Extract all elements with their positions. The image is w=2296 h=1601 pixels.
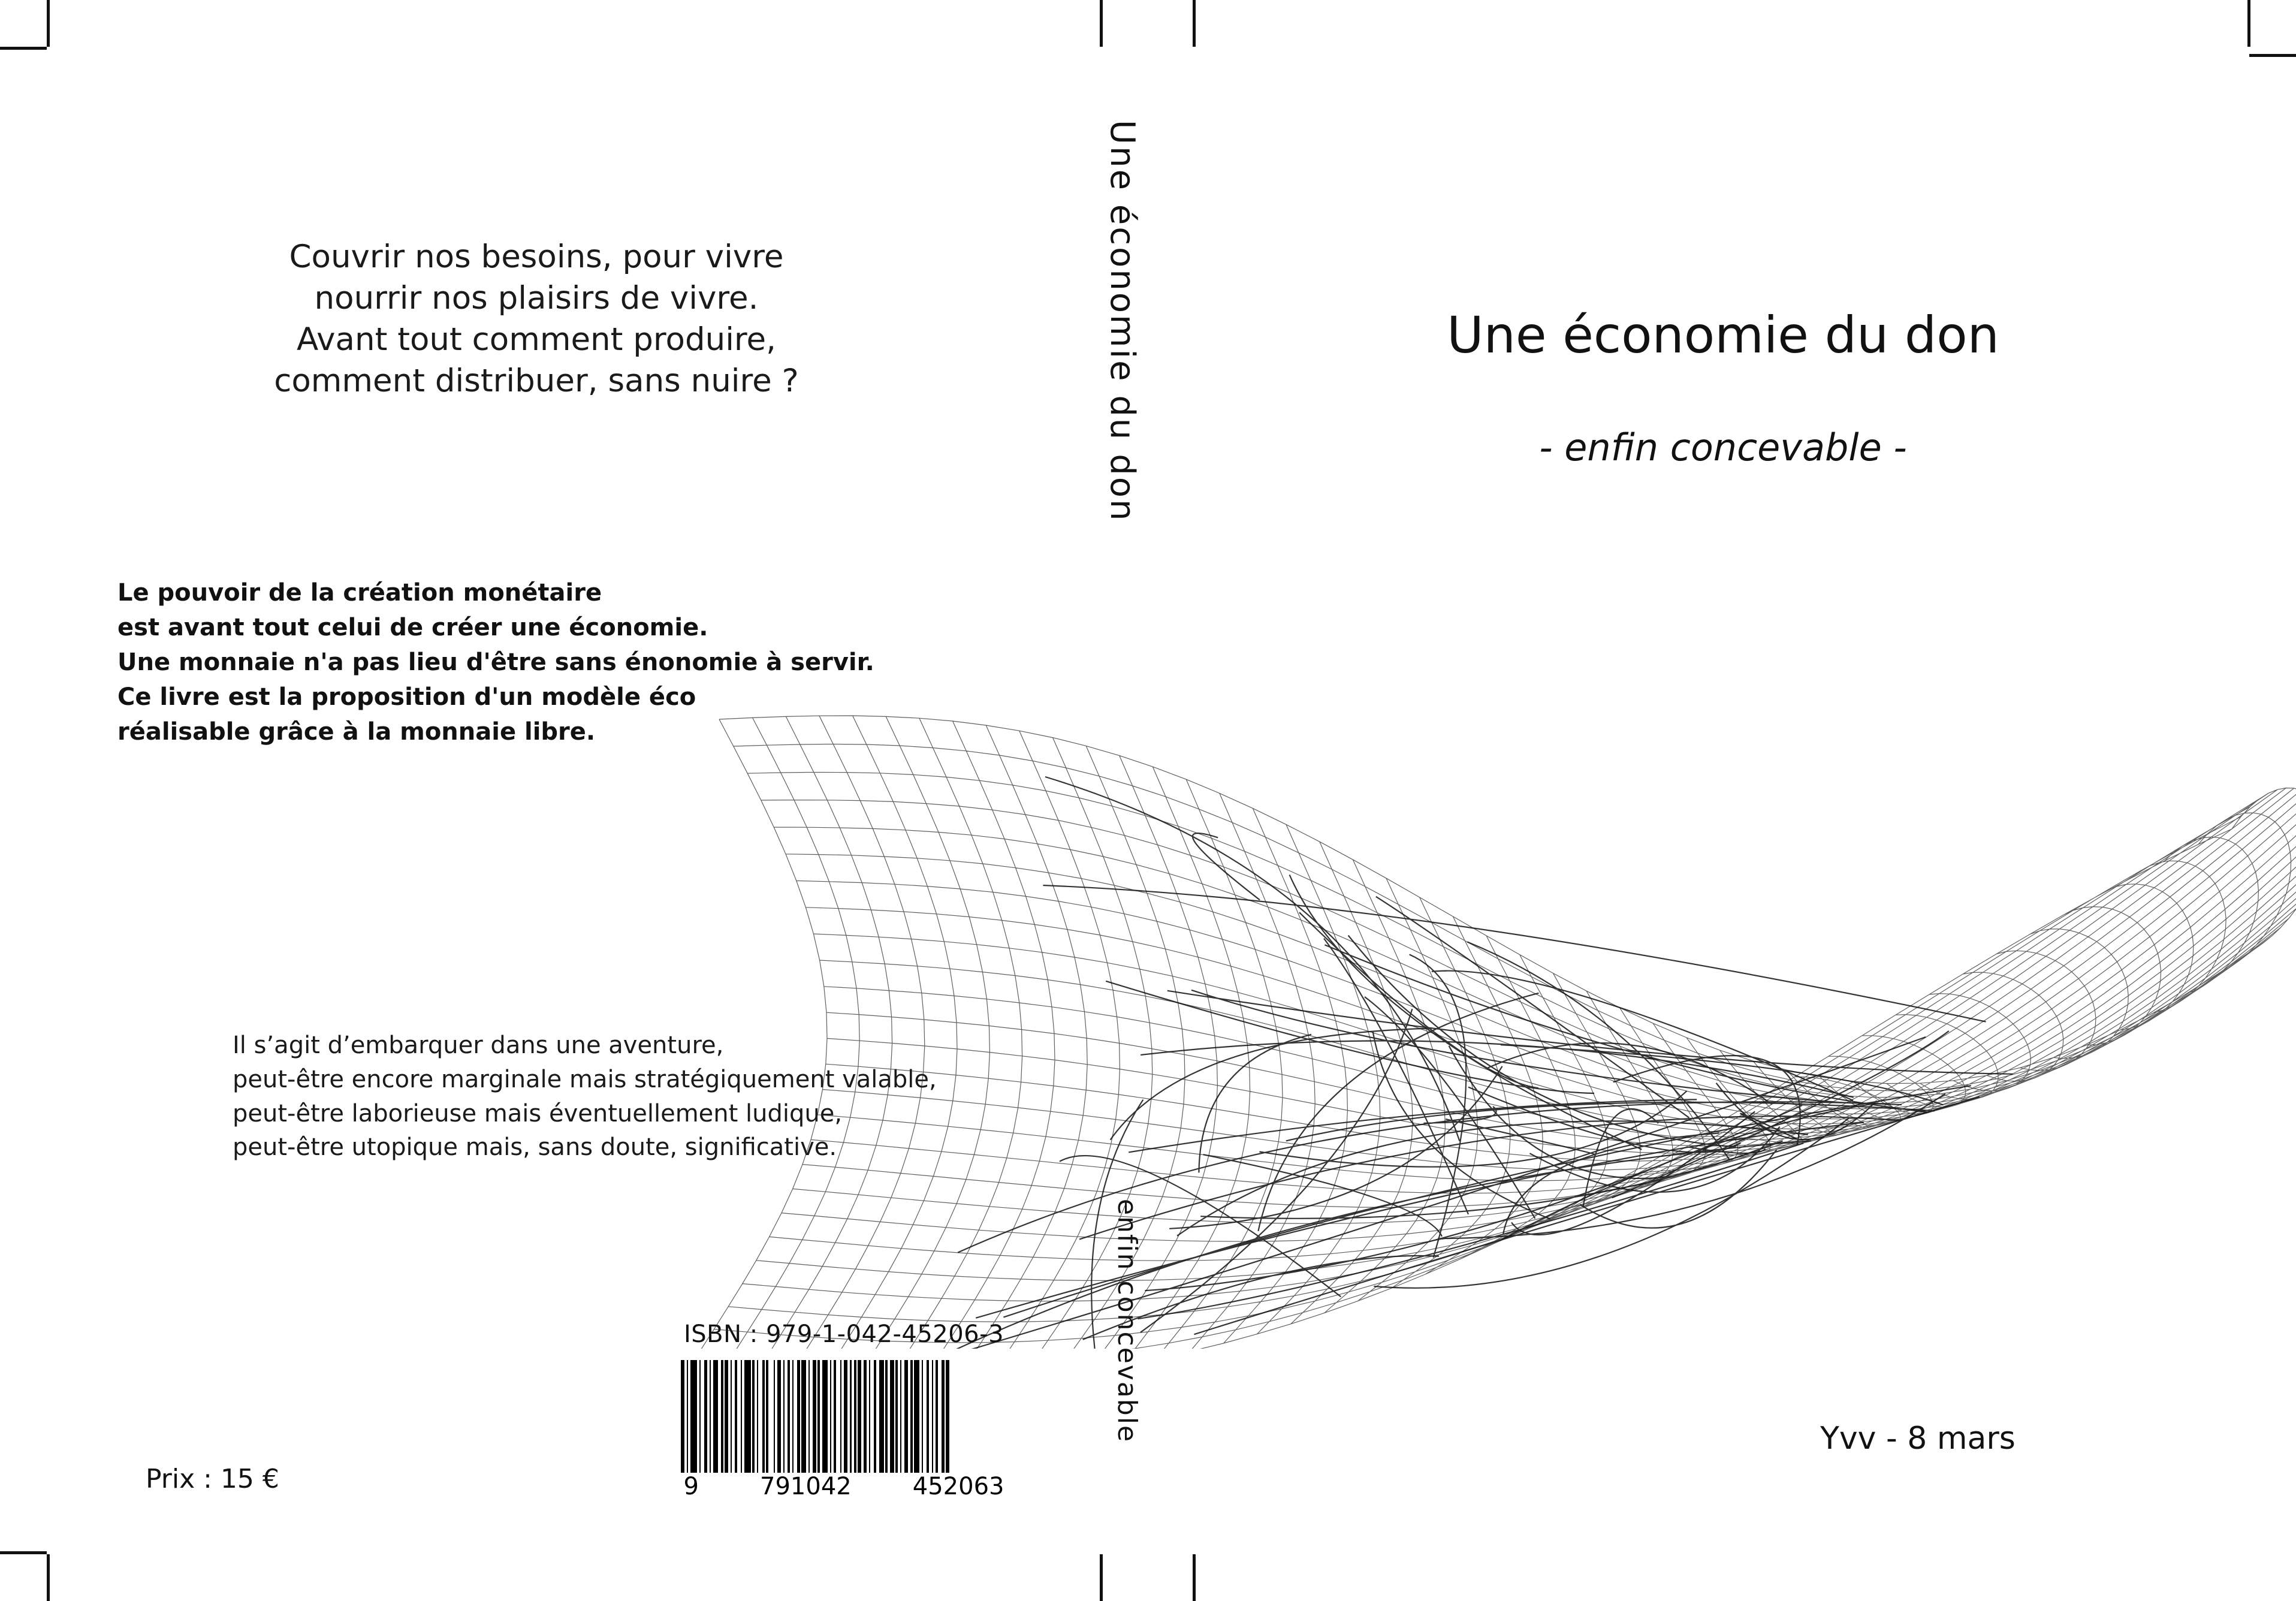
front-cover-title: Une économie du don xyxy=(1447,306,1999,364)
tagline-line-1: Couvrir nos besoins, pour vivre xyxy=(289,239,784,275)
back-cover-tagline xyxy=(228,237,845,402)
tagline-line-4: comment distribuer, sans nuire ? xyxy=(274,362,799,399)
tagline-line-2: nourrir nos plaisirs de vivre. xyxy=(314,279,759,316)
blurb-bold-line-1: Le pouvoir de la création monétaire xyxy=(117,579,602,607)
isbn-block xyxy=(664,1320,1024,1500)
spine-title: Une économie du don xyxy=(1103,120,1142,523)
crop-mark-bottom-spine-right xyxy=(1193,1554,1196,1601)
isbn-text: ISBN : 979-1-042-45206-3 xyxy=(683,1320,1004,1348)
blurb-line-3: peut-être laborieuse mais éventuellement ludique, xyxy=(233,1099,843,1127)
crop-mark-top-spine-right xyxy=(1193,0,1196,47)
artwork-line-mesh xyxy=(647,671,2296,1349)
barcode-digit-left: 9 xyxy=(682,1473,701,1500)
front-cover-subtitle: - enfin concevable - xyxy=(1539,426,1907,469)
crop-mark-top-spine-left xyxy=(1100,0,1103,47)
blurb-line-2: peut-être encore marginale mais stratégiquement valable, xyxy=(233,1065,937,1093)
crop-mark-top-right-vertical xyxy=(2247,0,2250,47)
crop-mark-top-left-horizontal xyxy=(0,47,47,50)
blurb-line-4: peut-être utopique mais, sans doute, significative. xyxy=(233,1133,837,1162)
spine-subtitle: enfin concevable xyxy=(1112,1199,1142,1443)
crop-mark-bottom-left-vertical xyxy=(47,1554,50,1601)
blurb-bold-line-2: est avant tout celui de créer une économie. xyxy=(117,614,708,641)
author-name: Yvv - 8 mars xyxy=(1820,1421,2016,1457)
back-cover-blurb-bold xyxy=(117,575,885,749)
crop-mark-bottom-spine-left xyxy=(1100,1554,1103,1601)
barcode-digits xyxy=(681,1473,1007,1500)
back-cover-blurb xyxy=(233,1029,1072,1165)
barcode-bars xyxy=(681,1360,1007,1489)
blurb-bold-line-3: Une monnaie n'a pas lieu d'être sans énonomie à servir. xyxy=(117,649,874,676)
blurb-line-1: Il s’agit d’embarquer dans une aventure, xyxy=(233,1032,724,1059)
crop-mark-top-left-vertical xyxy=(47,0,50,47)
crop-mark-top-right-horizontal xyxy=(2249,54,2296,57)
barcode xyxy=(681,1360,1007,1500)
crop-mark-bottom-left-horizontal xyxy=(0,1551,47,1554)
barcode-digit-mid: 791042 xyxy=(758,1473,853,1500)
barcode-digit-right: 452063 xyxy=(911,1473,1006,1500)
blurb-bold-line-4: Ce livre est la proposition d'un modèle éco xyxy=(117,683,696,711)
cover-artwork xyxy=(647,671,2296,1349)
price-label: Prix : 15 € xyxy=(146,1464,279,1494)
blurb-bold-line-5: réalisable grâce à la monnaie libre. xyxy=(117,718,596,746)
tagline-line-3: Avant tout comment produire, xyxy=(296,321,777,358)
